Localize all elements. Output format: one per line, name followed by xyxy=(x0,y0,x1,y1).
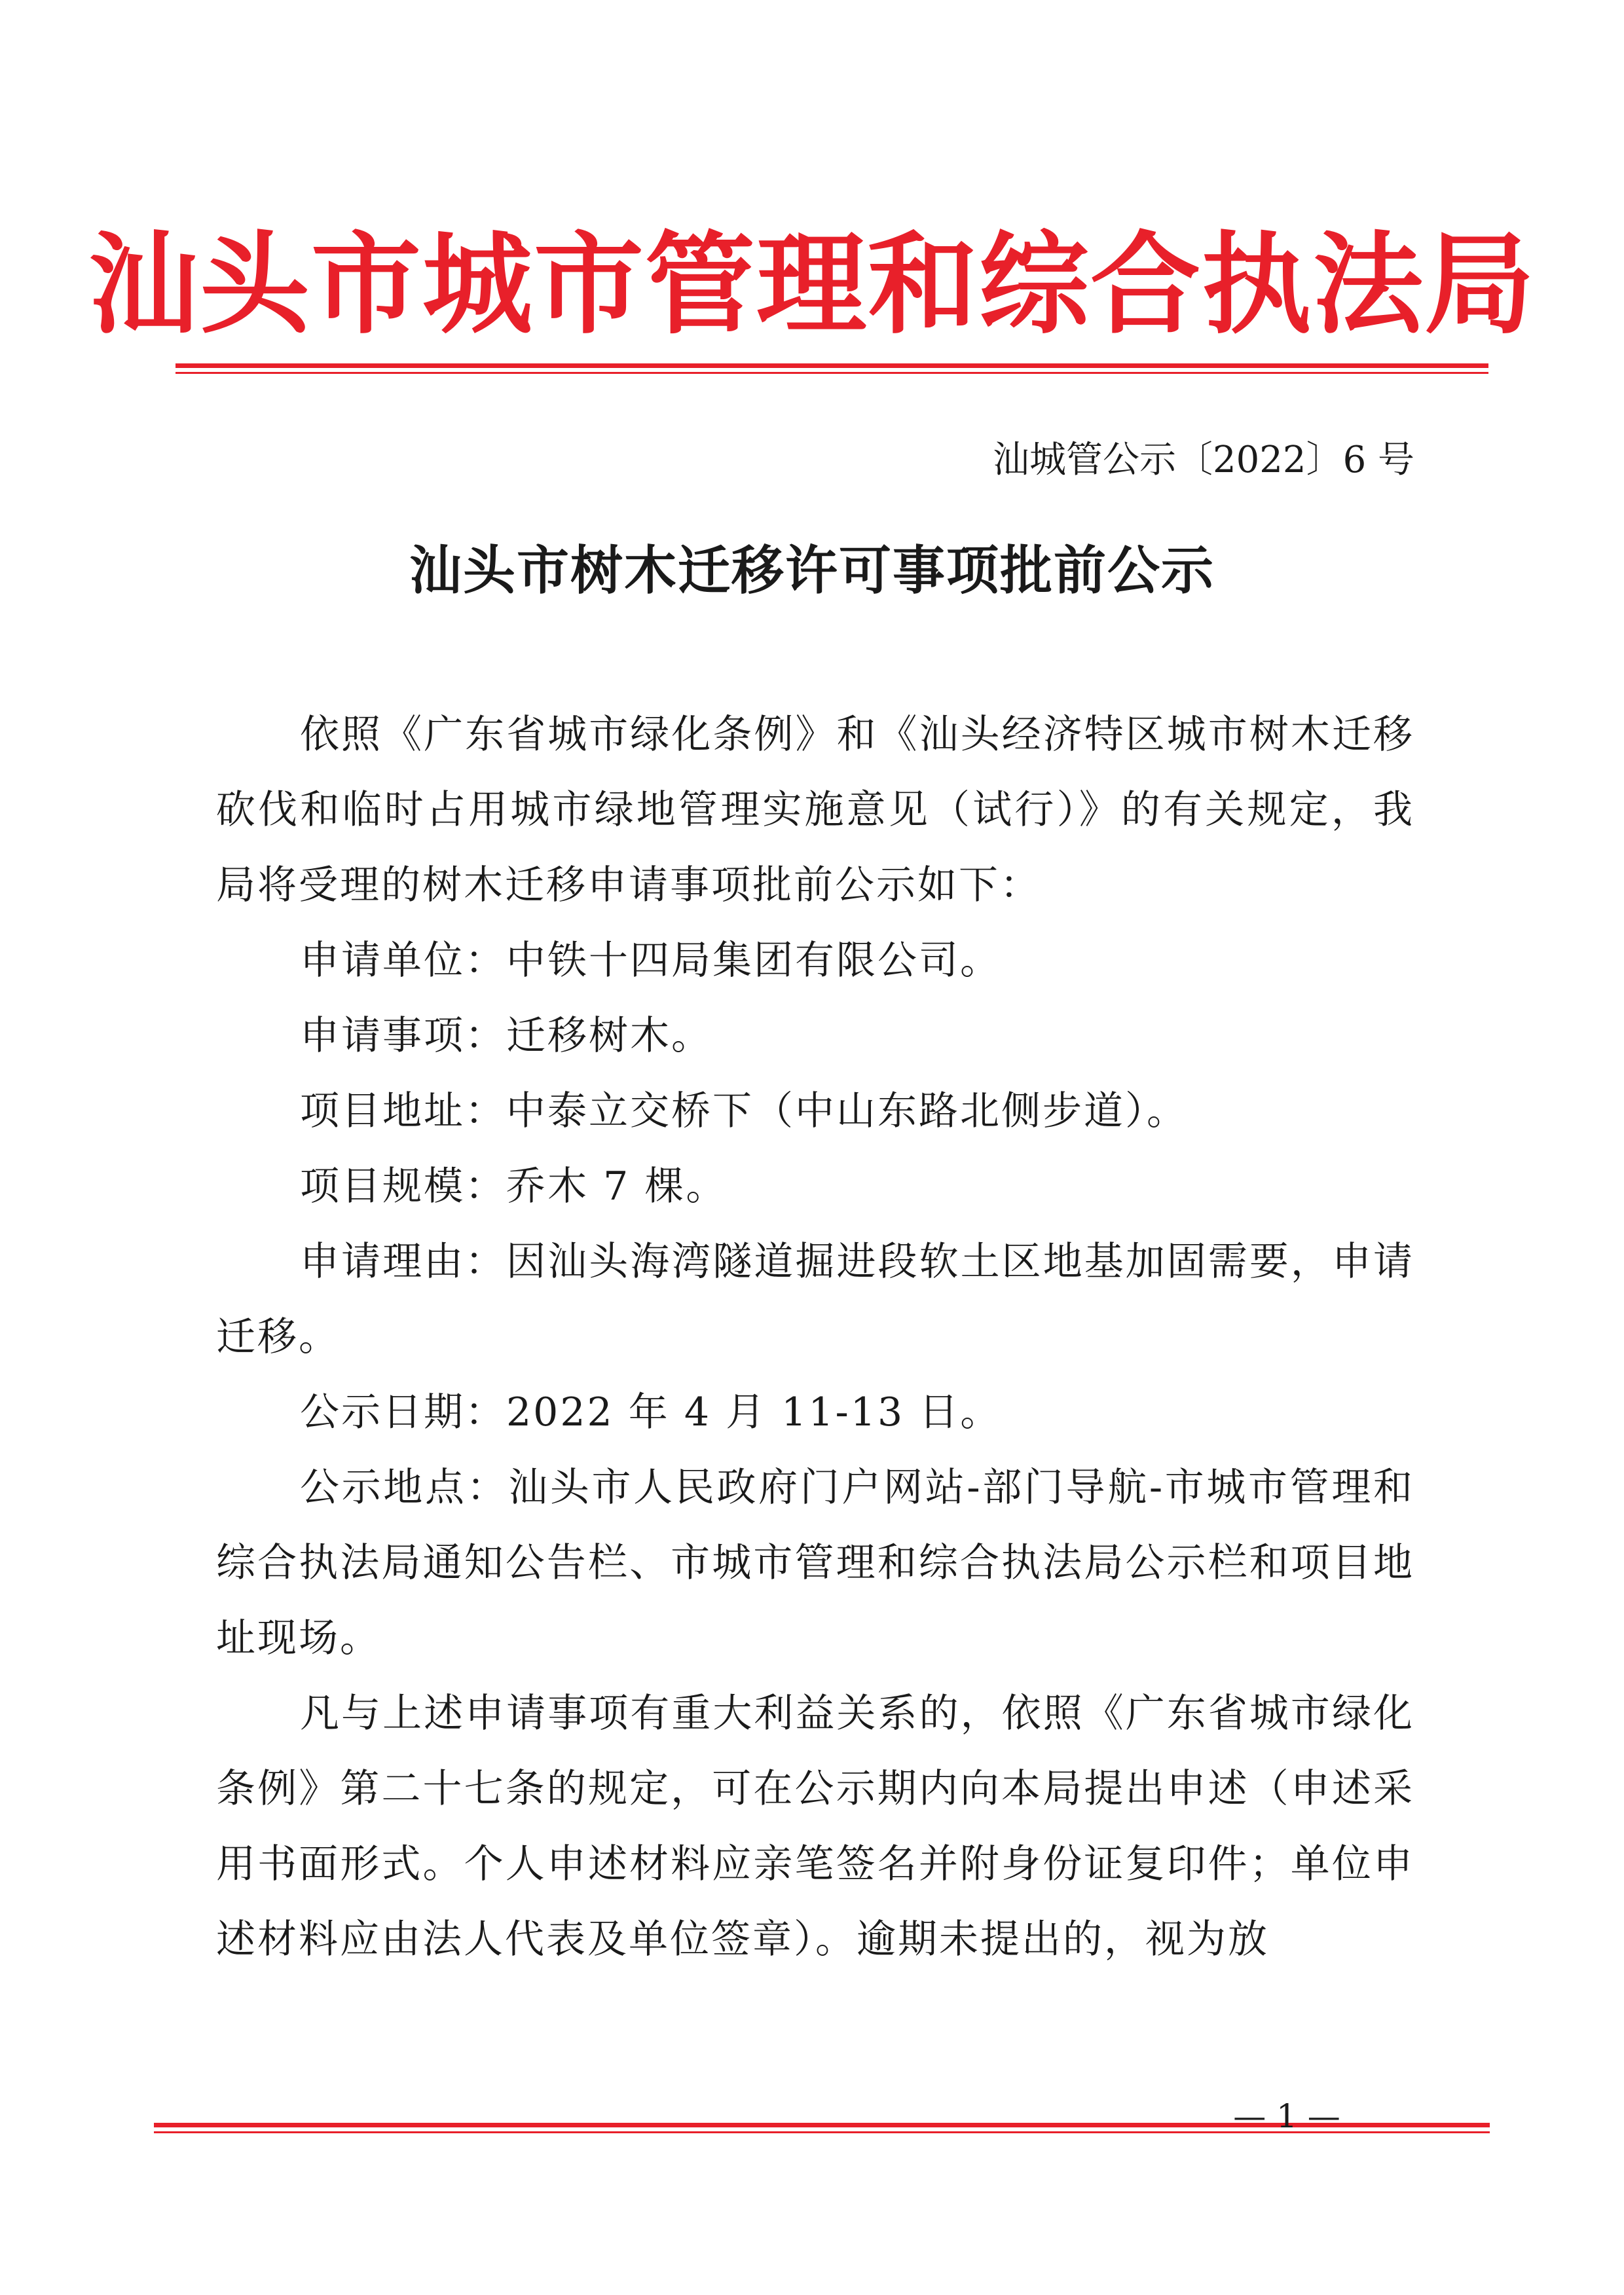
masthead-title: 汕头市城市管理和综合执法局 xyxy=(88,221,1536,349)
document-number: 汕城管公示〔2022〕6 号 xyxy=(993,439,1414,481)
page-number: — 1 — xyxy=(1233,2097,1340,2135)
paragraph-reason: 申请理由：因汕头海湾隧道掘进段软土区地基加固需要，申请迁移。 xyxy=(216,1239,1414,1360)
paragraph-objection: 凡与上述申请事项有重大利益关系的，依照《广东省城市绿化条例》第二十七条的规定，可在公示期内向本局提出申述（申述采用书面形式。个人申述材料应亲笔签名并附身份证复印件；单位申述材料应由法人代表及单位签章）。逾期未提出的，视为放 xyxy=(216,1691,1414,1962)
paragraph-location: 公示地点：汕头市人民政府门户网站-部门导航-市城市管理和综合执法局通知公告栏、市城市管理和综合执法局公示栏和项目地址现场。 xyxy=(216,1465,1414,1661)
paragraph-address: 项目地址：中泰立交桥下（中山东路北侧步道）。 xyxy=(300,1088,1188,1134)
paragraph-applicant: 申请单位：中铁十四局集团有限公司。 xyxy=(300,938,1001,983)
masthead-divider xyxy=(175,363,1488,376)
paragraph-date: 公示日期：2022 年 4 月 11-13 日。 xyxy=(300,1389,1002,1435)
notice-title: 汕头市树木迁移许可事项批前公示 xyxy=(409,540,1215,601)
paragraph-scale: 项目规模：乔木 7 棵。 xyxy=(300,1164,728,1209)
paragraph-matter: 申请事项：迁移树木。 xyxy=(300,1013,712,1059)
paragraph-basis: 依照《广东省城市绿化条例》和《汕头经济特区城市树木迁移砍伐和临时占用城市绿地管理实施意见（试行）》的有关规定，我局将受理的树木迁移申请事项批前公示如下： xyxy=(216,712,1414,908)
notice-body xyxy=(216,697,1414,1977)
